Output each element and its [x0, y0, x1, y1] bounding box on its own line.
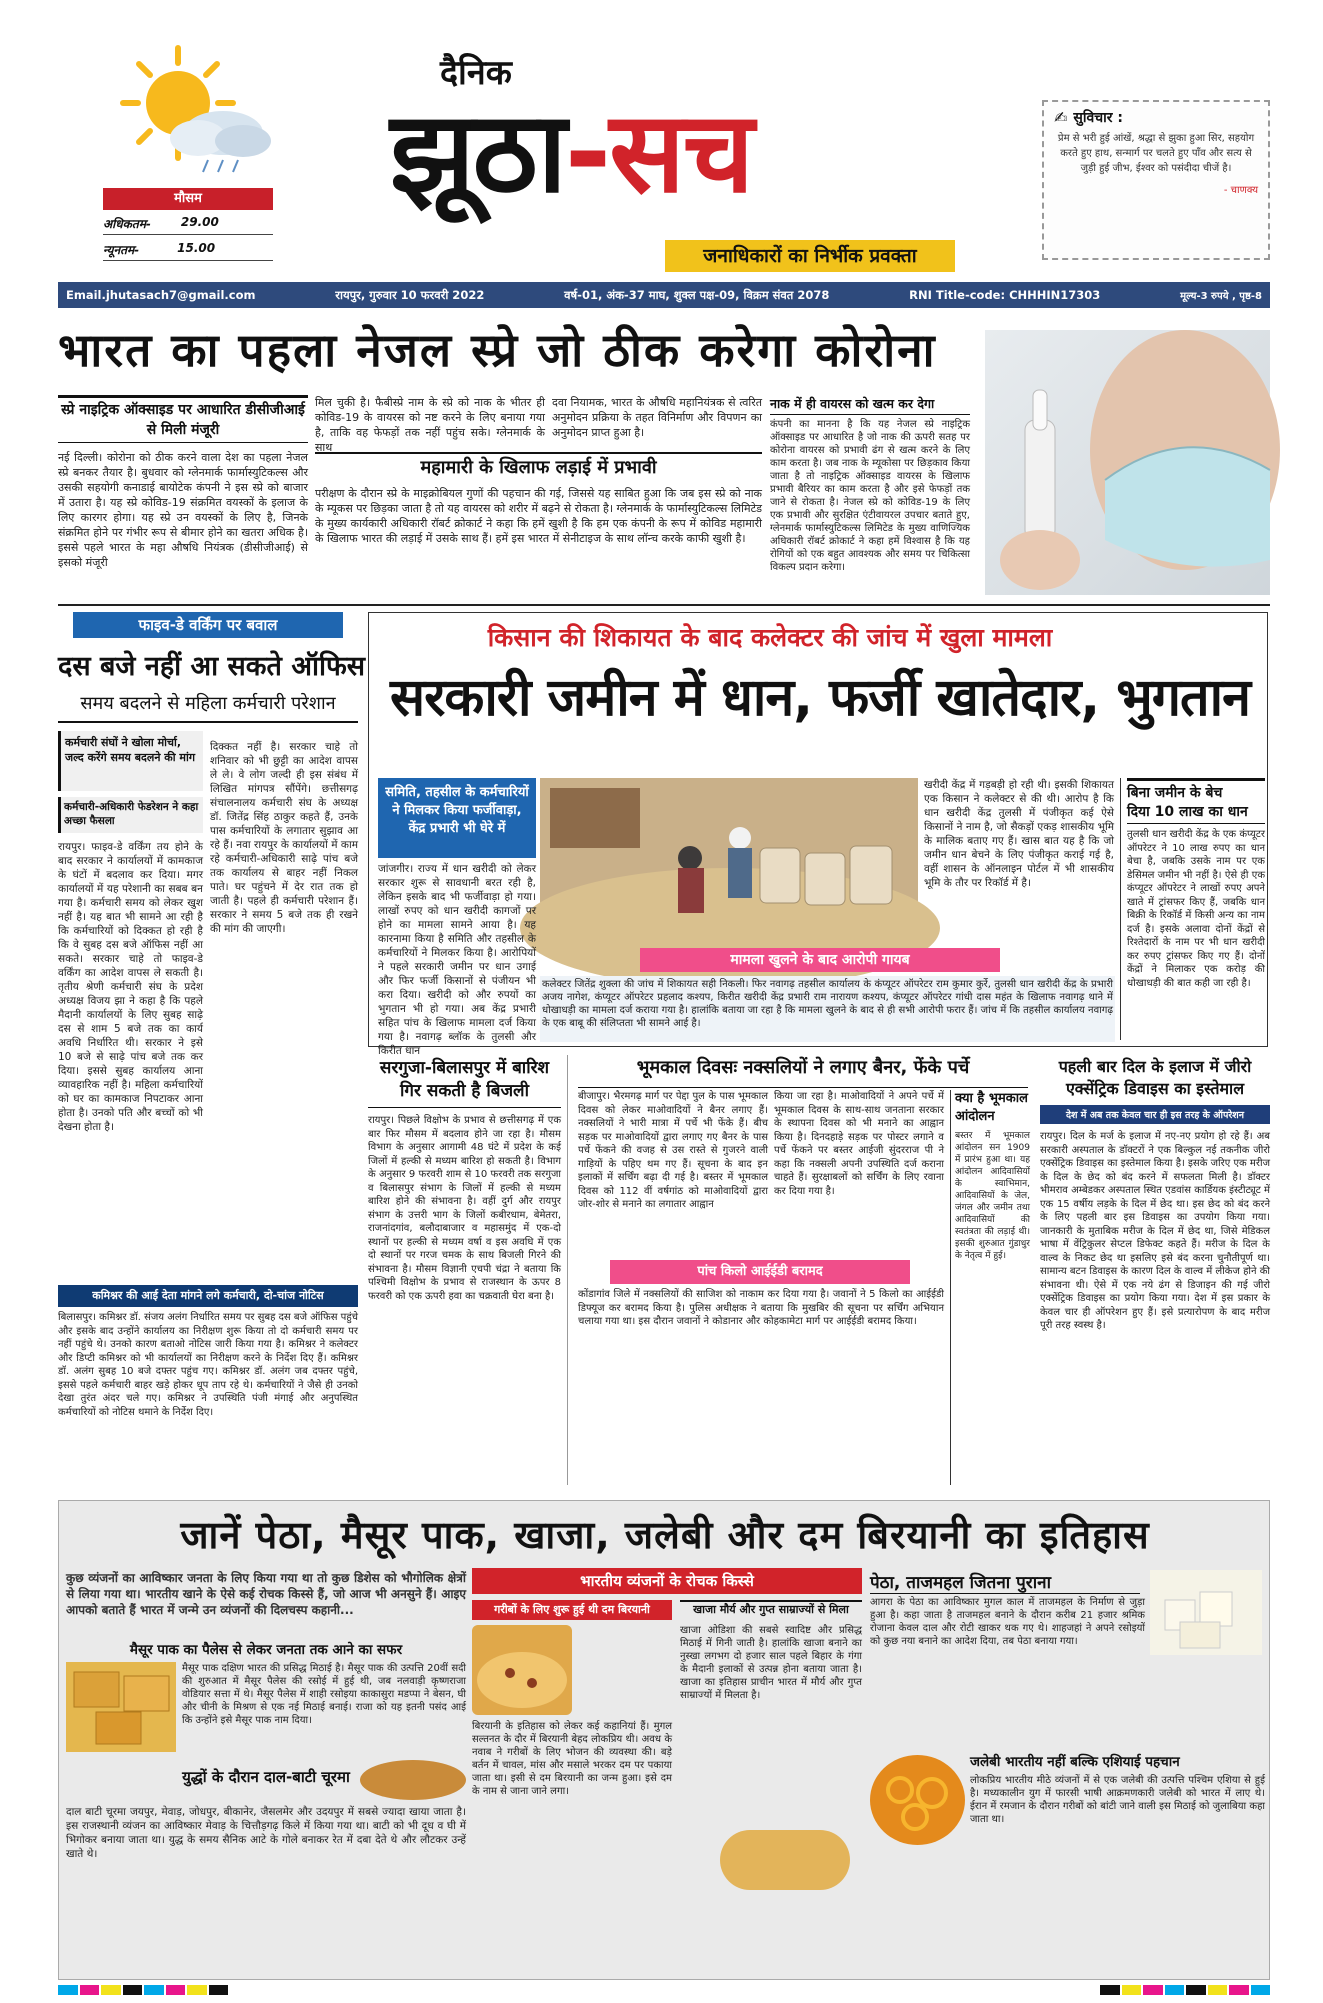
commissioner-body: बिलासपुर। कमिश्नर डॉ. संजय अलंग निर्धारित समय पर सुबह दस बजे ऑफिस पहुंचे और इसके बाद उन्होंने कार्यालय का निरीक्षण शुरू किया तो दो कर्मचारी समय पर नहीं पहुंचे थे। उनको कारण बताओ नोटिस जारी किया गया है। कमिश्नर ने कलेक्टर और डिप्टी कमिश्नर को भी कार्यालयों का निरीक्षण करने के निर्देश दिए हैं। कमिश्नर डॉ. अलंग सुबह 10 बजे दफ्तर पहुंच गए। कमिश्नर डॉ. अलंग जब दफ्तर पहुंचे, इससे पहले कर्मचारी बाहर खड़े होकर धूप ताप रहे थे। कर्मचारियों ने जैसे ही उनको देखा तुरंत अंदर चले गए। कमिश्नर ने उपस्थिति पंजी मंगाई और अनुपस्थित कर्मचारियों को नोटिस थमाने के निर्देश दिए।	[58, 1312, 358, 1418]
khaja-title: खाजा मौर्य और गुप्त साम्राज्यों से मिला	[680, 1600, 862, 1620]
mysore-body: मैसूर पाक दक्षिण भारत की प्रसिद्ध मिठाई है। मैसूर पाक की उत्पत्ति 20वीं सदी की शुरुआत में मैसूर पैलेस की रसोई में हुई थी, जब नलवाड़ी कृष्णराजा वोडियार सत्ता में थे। मैसूर पैलेस में शाही रसोइया काकासुरा मडप्पा ने बेसन, घी और चीनी के मिश्रण से एक नई मिठाई बनाई। राजा को यह इतनी पसंद आई कि उन्होंने इसे मैसूर पाक नाम दिया।	[182, 1663, 466, 1726]
no-land-headline1: बिना जमीन के बेच	[1127, 778, 1265, 802]
nasal-spray-photo	[985, 330, 1270, 595]
petha-title: पेठा, ताजमहल जितना पुराना	[870, 1570, 1140, 1594]
lead-sub1: स्प्रे नाइट्रिक ऑक्साइड पर आधारित डीसीजीआई से मिली मंजूरी	[58, 395, 308, 443]
price-pages: मूल्य-3 रुपये , पृष्ठ-8	[1180, 291, 1262, 302]
max-temp-label: अधिकतम-	[103, 217, 151, 231]
petha-body: आगरा के पेठा का आविष्कार मुगल काल में ताजमहल के निर्माण से जुड़ा हुआ है। कहा जाता है ताजमहल बनाने के दौरान करीब 21 हजार श्रमिक रोजाना केवल दाल और रोटी खाकर थक गए थे। शाहजहां ने अपने रसोइयों को कुछ नया बनाने का आदेश दिया, तब पेठा बनाया गया।	[870, 1597, 1145, 1647]
ied-body: कोंडागांव जिले में नक्सलियों की साजिश को नाकाम कर दिया गया है। जवानों ने 5 किलो का आईईडी डिफ्यूज कर बरामद किया है। पुलिस अधीक्षक ने बताया कि मुखबिर की सूचना पर सर्चिंग अभियान चलाया गया था। इस दौरान जवानों ने कोडानार और कोहकामेटा मार्ग पर आईईडी बरामद किया।	[578, 1289, 944, 1327]
sun-cloud-icon	[103, 38, 283, 178]
five-day-body1: रायपुर। फाइव-डे वर्किंग तय होने के बाद सरकार ने कार्यालयों में कामकाज के घंटों में बदलाव कर दिया। मगर कार्यालयों में यह परेशानी का सबब बन गया है। कर्मचारी समय को लेकर खुश नहीं है। यह बात भी सामने आ रही है कि कर्मचारियों को दिक्कत हो रही है कि वे सुबह दस बजे ऑफिस नहीं आ सकते। सरकार चाहे तो फाइव-डे वर्किंग का आदेश वापस ले सकती है। तृतीय श्रेणी कर्मचारी संघ के प्रदेश अध्यक्ष विजय झा ने कहा है कि पहले मैदानी कार्यालयों के लिए सुबह साढ़े दस से शाम 5 बजे तक का कार्य अवधि निर्धारित थी। सरकार ने इसे 10 बजे से साढ़े पांच बजे तक कर दिया। इससे सुबह कार्यालय आना व्यावहारिक नहीं है। महिला कर्मचारियों को घर का कामकाज निपटाकर आना होता है। उनको पति और बच्चों को भी देखना होता है।	[58, 841, 203, 1133]
lead-col2: मिल चुकी है। फैबीस्प्रे नाम के स्प्रे को नाक के भीतर ही कोविड-19 के वायरस को नष्ट करने के लिए बनाया गया है, ताकि वह फेफड़ों तक नहीं पहुंच सके। ग्लेनमार्क के साथ	[315, 396, 545, 454]
lead-photo	[985, 330, 1270, 595]
land-headline: सरकारी जमीन में धान, फर्जी खातेदार, भुगतान	[389, 668, 1251, 728]
heart-body: रायपुर। दिल के मर्ज के इलाज में नए-नए प्रयोग हो रहे हैं। अब सरकारी अस्पताल के डॉक्टरों ने एक बिल्कुल नई तकनीक जीरो एक्सेंट्रिक डिवाइस का इस्तेमाल किया है। इसके जरिए एक मरीज के दिल के छेद को बंद करने में सफलता मिली है। डॉक्टर भीमराव अम्बेडकर अस्पताल स्थित एडवांस कार्डियक इंस्टीट्यूट में एक 15 वर्षीय लड़के के दिल में छेद था। इस छेद को बंद करने के लिए पहली बार इस डिवाइस का उपयोग किया गया। जानकारी के मुताबिक मरीज के दिल में छेद था, जिसे मेडिकल भाषा में वेंट्रिकुलर सेप्टल डिफेक्ट कहते हैं। मरीज के दिल के वाल्व के निकट छेद था इसलिए इसे बंद करना चुनौतीपूर्ण था। सामान्य बटन डिवाइस के कारण दिल के वाल्व में लीकेज होने की संभावना थी। ऐसे में एक नये ढंग से डिजाइन की गई जीरो एक्सेंट्रिक डिवाइस का प्रयोग किया गया। देश में इस प्रकार के केवल चार ही ऑपरेशन हुए हैं। इसे प्रत्यारोपण के बाद मरीज पूरी तरह स्वस्थ है।	[1040, 1131, 1270, 1331]
title-part-2: सच	[609, 88, 753, 218]
heart-strap: देश में अब तक केवल चार ही इस तरह के ऑपरेशन	[1040, 1105, 1270, 1124]
lead-headline: भारत का पहला नेजल स्प्रे जो ठीक करेगा कोरोना	[58, 323, 937, 377]
color-bar-right	[1100, 1985, 1270, 1995]
land-sub: मामला खुलने के बाद आरोपी गायब	[640, 948, 1000, 972]
lead-col1: नई दिल्ली। कोरोना को ठीक करने वाला देश का पहला नेजल स्प्रे बनकर तैयार है। बुधवार को ग्लेनमार्क फार्मास्युटिकल्स और उसकी सहयोगी कनाडाई बायोटेक कंपनी ने इस स्प्रे को बाजार में उतारा है। यह स्प्रे कोविड-19 संक्रमित वयस्कों के इलाज के लिए कारगर होगा। यह स्प्रे उन वयस्कों के लिए है, जिनके संक्रमित होने पर गंभीर रूप से बीमार होने का खतरा अधिक है। इससे पहले भारत के महा औषधि नियंत्रक (डीसीजीआई) से इसको मंजूरी	[58, 451, 308, 569]
naxal-body2: किया जा रहा है। माओवादियों ने अपने पर्चे में भूमकाल दिवस के साथ-साथ जनताना सरकार के स्थापना दिवस को भी मनाने का आह्वान किया है। दिनदहाड़े सड़क पर पोस्टर लगाने व पर्चे फेंकने पर बस्तर आईजी सुंदरराज पी ने कहा कि नक्सली अपनी उपस्थिति दर्ज कराना चाहते हैं। सुरक्षाबलों को सर्चिंग के लिए रवाना कर दिया गया है।	[774, 1091, 944, 1197]
quote-title: सुविचार :	[1073, 110, 1123, 126]
sweets-headline: जानें पेठा, मैसूर पाक, खाजा, जलेबी और दम बिरयानी का इतिहास	[180, 1513, 1150, 1557]
five-day-headline: दस बजे नहीं आ सकते ऑफिस	[58, 651, 366, 682]
quote-icon: ✍	[1054, 108, 1068, 127]
five-day-sub1: कर्मचारी संघों ने खोला मोर्चा, जल्द करेंगे समय बदलने की मांग	[58, 731, 203, 791]
sweets-intro: कुछ व्यंजनों का आविष्कार जनता के लिए किया गया था तो कुछ डिशेस को भौगोलिक क्षेत्रों से लिया गया था। भारतीय खाने के ऐसे कई रोचक किस्से हैं, जो आज भी अनसुने हैं। आइए आपको बताते हैं भारत में जन्मे उन व्यंजनों की दिलचस्प कहानी...	[66, 1571, 466, 1617]
land-body1: जांजगीर। राज्य में धान खरीदी को लेकर सरकार शुरू से सावधानी बरत रही है, लेकिन इसके बाद भी फर्जीवाड़ा हो गया। लाखों रुपए को धान खरीदी कागजों पर होने का मामला सामने आया है। यह कारनामा किया है समिति और तहसील के कर्मचारियों ने मिलकर किया है। आरोपियों ने पहले सरकारी जमीन पर धान उगाई और फिर फर्जी किसानों से पंजीयन भी करा दिया। खरीदी को और रुपयों का भुगतान भी हो गया। अब केंद्र प्रभारी सहित पांच के खिलाफ मामला दर्ज किया गया है। नवागढ़ ब्लॉक के तुलसी और किरीत धान	[378, 863, 536, 1057]
biryani-image	[472, 1625, 572, 1715]
bhoomkal-box	[950, 1090, 1030, 1485]
biryani-photo	[472, 1625, 572, 1715]
land-body3: कलेक्टर जितेंद्र शुक्ला की जांच में शिकायत सही निकली। फिर नवागढ़ तहसील कार्यालय के कंप्यूटर ऑपरेटर राम कुमार कुर्रे, तुलसी धान खरीदी केंद्र के प्रभारी अजय नागेश, कंप्यूटर ऑपरेटर प्रहलाद कश्यप, किरीत खरीदी केंद्र प्रभारी राम नारायण कश्यप, कंप्यूटर ऑपरेटर गांधी दास महंत के खिलाफ नवागढ़ थाने में धोखाधड़ी का मामला दर्ज कराया गया है। हालांकि बताया जा रहा है कि मामला खुलने के बाद से ही सभी आरोपी फरार हैं। जांच में कि तहसील कार्यालय नवागढ़ के एक बाबू की संलिप्तता भी सामने आई है।	[540, 976, 1115, 1042]
mysore-photo	[66, 1662, 176, 1752]
lead-sub2: महामारी के खिलाफ लड़ाई में प्रभावी	[315, 452, 762, 480]
khaja-photo	[720, 1830, 850, 1890]
mysore-title: मैसूर पाक का पैलेस से लेकर जनता तक आने का सफर	[129, 1642, 403, 1658]
commissioner-strap: कमिश्नर की आई देता मांगने लगे कर्मचारी, दो-चांज नोटिस	[58, 1285, 358, 1307]
divider	[58, 604, 1270, 606]
no-land-body: तुलसी धान खरीदी केंद्र के एक कंप्यूटर ऑपरेटर ने 10 लाख रुपए का धान बेचा है, जबकि उसके नाम पर एक डेसिमल जमीन भी नहीं है। ऐसे ही एक कंप्यूटर ऑपरेटर ने लाखों रुपए अपने खाते में ट्रांसफर किए हैं, जबकि धान बिक्री के रिकॉर्ड में किसी अन्य का नाम दर्ज है। इसके अलावा दोनों केंद्रों से रिश्तेदारों के नाम पर भी धान खरीदी कर रुपए ट्रांसफर किए गए हैं। दोनों केंद्रों ने मिलाकर एक करोड़ की धोखाधड़ी की बात कही जा रही है।	[1127, 829, 1265, 989]
paddy-sacks-photo	[540, 778, 918, 943]
bhoomkal-body: बस्तर में भूमकाल आंदोलन सन 1909 में प्रारंभ हुआ था। यह आंदोलन आदिवासियों के स्वाभिमान, आदिवासियों के जेल, जंगल और जमीन तथा आदिवासियों की स्वतंत्रता की लड़ाई थी। इसकी शुरुआत गुंडाधुर के नेतृत्व में हुई।	[955, 1131, 1030, 1261]
no-land-box	[1120, 778, 1265, 1040]
land-box: समिति, तहसील के कर्मचारियों ने मिलकर किया फर्जीवाड़ा, केंद्र प्रभारी भी घेरे में	[378, 778, 536, 858]
min-temp-value: 15.00	[177, 241, 216, 255]
min-temp-label: न्यूनतम-	[103, 243, 140, 257]
lead-col3: दवा नियामक, भारत के औषधि महानियंत्रक से त्वरित अनुमोदन प्रक्रिया के तहत विनिर्माण और विपणन का अनुमोदन प्राप्त हुआ है।	[552, 396, 762, 439]
quote-author: - चाणक्य	[1223, 185, 1258, 196]
issue-date: रायपुर, गुरुवार 10 फरवरी 2022	[335, 287, 485, 302]
jalebi-body: लोकप्रिय भारतीय मीठे व्यंजनों में से एक जलेबी की उत्पत्ति पश्चिम एशिया से हुई है। मध्यकालीन युग में फारसी भाषी आक्रमणकारी जलेबी को भारत में लाए थे। ईरान में रमजान के दौरान गरीबों को बांटी जाने वाली इस मिठाई को जुलाबिया कहा जाता था।	[970, 1775, 1265, 1825]
title-dash: -	[564, 88, 610, 218]
biryani-title: गरीबों के लिए शुरू हुई थी दम बिरयानी	[472, 1600, 672, 1620]
no-land-headline2: दिया 10 लाख का धान	[1127, 802, 1265, 824]
land-body2: खरीदी केंद्र में गड़बड़ी हो रही थी। इसकी शिकायत एक किसान ने कलेक्टर से की थी। आरोप है कि धान खरीदी केंद्र तुलसी में पंजीकृत कई ऐसे किसानों ने नाम है, जो सैकड़ों एकड़ शासकीय भूमि के मालिक बताए गए हैं। खास बात यह है कि जो जमीन धान बेचने के लिए पंजीकृत कराई गई है, वहीं शासन के ऑनलाइन पोर्टल में भी शासकीय भूमि के तौर पर रिकॉर्ड में है।	[924, 779, 1114, 889]
title-part-1: झूठा	[390, 88, 565, 218]
tagline: जनाधिकारों का निर्भीक प्रवक्ता	[665, 240, 955, 272]
bhoomkal-title: क्या है भूमकाल आंदोलन	[955, 1091, 1028, 1124]
color-bar-left	[58, 1985, 228, 1995]
petha-photo	[1150, 1570, 1262, 1655]
jalebi-image	[870, 1755, 965, 1845]
recipes-band: भारतीय व्यंजनों के रोचक किस्से	[472, 1568, 862, 1594]
petha-image	[1150, 1570, 1262, 1655]
five-day-body2: दिक्कत नहीं है। सरकार चाहे तो शनिवार को भी छुट्टी का आदेश वापस ले ले। वे लोग जल्दी ही इस संबंध में लिखित मांगपत्र सौंपेंगे। छत्तीसगढ़ संचालनालय कर्मचारी संघ के अध्यक्ष डॉ. जितेंद्र सिंह ठाकुर कहते हैं, उनके पास कर्मचारियों के लगातार सुझाव आ रहे हैं। नवा रायपुर के कार्यालयों में काम रहे कर्मचारी-अधिकारी साढ़े पांच बजे तक कार्यालय से बाहर नहीं निकल पाते। घर पहुंचने में देर रात तक हो जाती है। पहले ही कर्मचारी परेशान हैं। सरकार ने समय 5 बजे तक ही रखने की मांग की जाएगी।	[210, 741, 358, 935]
five-day-kicker: फाइव-डे वर्किंग पर बवाल	[73, 612, 343, 638]
rain-headline2: गिर सकती है बिजली	[368, 1078, 561, 1108]
quote-text: प्रेम से भरी हुई आंखें, श्रद्धा से झुका हुआ सिर, सहयोग करते हुए हाथ, सन्मार्ग पर चलते हुए पाँव और सत्य से जुड़ी हुई जीभ, ईश्वर को पसंदीदा चीजें है।	[1057, 133, 1255, 174]
quote-box	[1042, 100, 1270, 260]
ied-strap: पांच किलो आईईडी बरामद	[610, 1260, 910, 1284]
email-link[interactable]: Email.jhutasach7@gmail.com	[66, 288, 256, 302]
info-bar	[58, 282, 1270, 308]
heart-headline2: एक्सेंट्रिक डिवाइस का इस्तेमाल	[1065, 1079, 1245, 1098]
rain-headline1: सरगुजा-बिलासपुर में बारिश	[379, 1058, 550, 1078]
mysore-pak-image	[66, 1662, 176, 1752]
max-temp-value: 29.00	[180, 215, 219, 229]
khaja-body: खाजा ओडिशा की सबसे स्वादिष्ट और प्रसिद्ध मिठाई में गिनी जाती है। हालांकि खाजा बनाने का नुस्खा लगभग दो हजार साल पहले बिहार के गंगा के मैदानी इलाकों से उत्पन्न होना बताया जाता है। खाजा का इतिहास प्राचीन भारत में मौर्य और गुप्त साम्राज्यों में मिलता है।	[680, 1625, 862, 1701]
weather-widget	[58, 38, 278, 278]
five-day-subhead: समय बदलने से महिला कर्मचारी परेशान	[58, 691, 358, 723]
weather-label: मौसम	[103, 188, 273, 210]
lead-col5: कंपनी का मानना है कि यह नेजल स्प्रे नाइट्रिक ऑक्साइड पर आधारित है जो नाक की ऊपरी सतह पर कोरोना वायरस को प्रभावी ढंग से खत्म करने के लिए काम करता है। जब नाक के म्यूकोसा पर छिड़काव किया जाता है तो नाइट्रिक ऑक्साइड वायरस के खिलाफ प्रभावी बैरियर का काम करता है और इसे फेफड़ों तक जाने से रोकता है। नेजल स्प्रे को कोविड-19 के लिए एक प्रभावी और सुरक्षित एंटीवायरल उपचार बताते हुए, ग्लेनमार्क फार्मास्युटिकल्स लिमिटेड के मुख्य वाणिज्यिक अधिकारी रॉबर्ट क्रोकार्ट ने कहा हमें विश्वास है कि यह रोगियों को एक बहुत आवश्यक और समय पर चिकित्सा विकल्प प्रदान करेगा।	[770, 419, 970, 573]
pretitle: दैनिक	[440, 53, 512, 93]
rni-code: RNI Title-code: CHHHIN17303	[909, 288, 1101, 302]
edition-info: वर्ष-01, अंक-37 माघ, शुक्ल पक्ष-09, विक्रम संवत 2078	[564, 287, 830, 302]
jalebi-photo	[870, 1755, 965, 1845]
rain-story	[368, 1055, 568, 1485]
masthead	[380, 20, 980, 280]
jalebi-title: जलेबी भारतीय नहीं बल्कि एशियाई पहचान	[970, 1754, 1180, 1770]
biryani-body: बिरयानी के इतिहास को लेकर कई कहानियां हैं। मुगल सल्तनत के दौर में बिरयानी बेहद लोकप्रिय थी। अवध के नवाब ने गरीबों के लिए भोजन की व्यवस्था की। बड़े बर्तन में चावल, मांस और मसाले भरकर दम पर पकाया जाता था। इसी से दम बिरयानी का जन्म हुआ। इसे दम के नाम से जाना जाने लगा।	[472, 1721, 672, 1797]
heart-headline1: पहली बार दिल के इलाज में जीरो	[1058, 1057, 1252, 1076]
baati-title: युद्धों के दौरान दाल-बाटी चूरमा	[182, 1768, 350, 1786]
five-day-sub2: कर्मचारी-अधिकारी फेडरेशन ने कहा अच्छा फैसला	[58, 797, 203, 833]
lead-col4: परीक्षण के दौरान स्प्रे के माइक्रोबियल गुणों की पहचान की गई, जिससे यह साबित हुआ कि जब इस स्प्रे को नाक के म्यूकस पर छिड़का जाता है तो यह वायरस को शरीर में बढ़ने से रोकता है। ग्लेनमार्क के फार्मास्युटिकल्स लिमिटेड के मुख्य कार्यकारी अधिकारी रॉबर्ट क्रोकार्ट ने कहा कि हमें खुशी है कि हम एक कंपनी के रूप में कोविड महामारी के खिलाफ भारत की लड़ाई में उसके साथ हैं। हमें इस भारत में सेनीटाइज के साथ लॉन्च करके काफी खुशी है।	[315, 487, 762, 545]
newspaper-title	[390, 88, 752, 218]
paddy-photo	[540, 778, 918, 943]
baati-body: दाल बाटी चूरमा जयपुर, मेवाड़, जोधपुर, बीकानेर, जैसलमेर और उदयपुर में सबसे ज्यादा खाया जाता है। इस राजस्थानी व्यंजन का आविष्कार मेवाड़ के चित्तौड़गढ़ किले में किया गया था। बाटी को भी दूध व घी में भिगोकर बनाया जाता था। युद्ध के समय सैनिक आटे के गोले बनाकर रेत में दबा देते थे और लौटकर उन्हें खाते थे।	[66, 1806, 466, 1860]
lead-sub3: नाक में ही वायरस को खत्म कर देगा	[770, 395, 970, 415]
rain-body: रायपुर। पिछले विक्षोभ के प्रभाव से छत्तीसगढ़ में एक बार फिर मौसम में बदलाव होने जा रहा है। मौसम विभाग के अनुसार आगामी 48 घंटे में प्रदेश के कई जिलों में हल्की से मध्यम बारिश हो सकती है। विभाग के अनुसार 9 फरवरी शाम से 10 फरवरी तक सरगुजा व बिलासपुर संभाग के जिलों में हल्की से मध्यम बारिश होने की संभावना है। वहीं दुर्ग और रायपुर संभाग के उत्तरी भाग के जिलों कबीरधाम, बेमेतरा, राजनांदगांव, बलौदाबाजार व महासमुंद में एक-दो स्थानों पर हल्की से मध्यम वर्षा व इस अवधि में एक दो स्थानों पर गरज चमक के साथ बिजली गिरने की संभावना है। मौसम विज्ञानी एचपी चंद्रा ने बताया कि पश्चिमी विक्षोभ के प्रभाव से राजस्थान के ऊपर 8 फरवरी को एक ऊपरी हवा का चक्रवाती घेरा बना है।	[368, 1115, 561, 1302]
naxal-headline: भूमकाल दिवसः नक्सलियों ने लगाए बैनर, फेंके पर्चे	[578, 1055, 1028, 1088]
land-kicker: किसान की शिकायत के बाद कलेक्टर की जांच में खुला मामला	[487, 623, 1053, 652]
baati-photo	[360, 1760, 466, 1800]
naxal-body1: बीजापुर। भैरमगढ़ मार्ग पर पेद्दा पुल के पास भूमकाल दिवस को लेकर माओवादियों ने बैनर लगाए हैं। नक्सलियों ने भारी मात्रा में पर्चे भी फेंके हैं। बीच सड़क पर माओवादियों द्वारा लगाए गए बैनर के पास पर्चे फेंकने की वजह से उस रास्ते से गुजरने वाली गाड़ियों के पहिए थम गए हैं। सूचना के बाद इन इलाकों में सर्चिंग बढ़ा दी गई है। बस्तर में भूमकाल दिवस को 112 वीं वर्षगांठ को माओवादियों द्वारा जोर-शोर से मनाने का लगातार आह्वान	[578, 1091, 768, 1210]
heart-story	[1040, 1055, 1270, 1485]
